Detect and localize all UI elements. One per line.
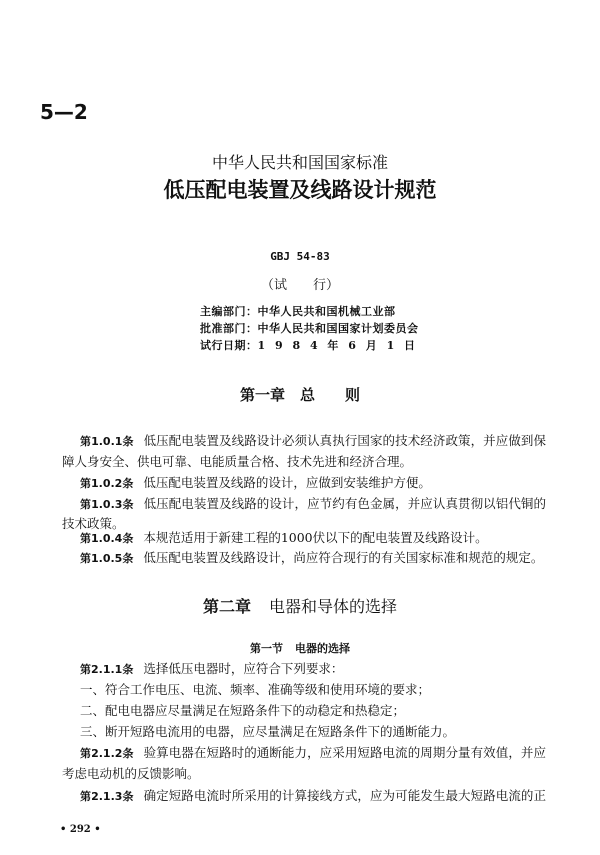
article-line	[62, 454, 546, 470]
section-title: 电器的选择	[295, 642, 350, 655]
page-number: • 292 •	[60, 824, 101, 835]
article-number: 第2.1.1条	[80, 663, 134, 676]
article-line	[80, 433, 546, 450]
info-label: 主编部门：	[200, 305, 258, 318]
document-title: 低压配电装置及线路设计规范	[163, 177, 437, 202]
article-text: 验算电器在短路时的通断能力，应采用短路电流的周期分量有效值，并应	[143, 745, 546, 760]
article-line	[62, 766, 546, 782]
info-value: 中华人民共和国机械工业部	[257, 305, 396, 318]
list-item	[80, 682, 546, 698]
article-text: 一、符合工作电压、电流、频率、准确等级和使用环境的要求；	[80, 682, 431, 697]
article-number: 第1.0.2条	[80, 477, 134, 490]
chapter-title: 电器和导体的选择	[269, 597, 398, 616]
section-number-label: 第一节	[250, 642, 283, 655]
info-label: 批准部门：	[200, 322, 258, 335]
article-line	[80, 661, 546, 678]
info-label: 试行日期：	[200, 339, 258, 352]
article-number: 第1.0.1条	[80, 435, 134, 448]
section-number: 5—2	[40, 100, 88, 124]
article-line	[80, 475, 546, 492]
article-line	[80, 530, 546, 547]
info-editor	[200, 303, 396, 319]
article-line	[80, 550, 546, 567]
article-text: 低压配电装置及线路设计，尚应符合现行的有关国家标准和规范的规定。	[143, 550, 544, 565]
article-text: 低压配电装置及线路的设计，应做到安装维护方便。	[143, 475, 431, 490]
article-line	[80, 788, 546, 805]
info-value: 1 9 8 4 年 6 月 1 日	[257, 339, 419, 352]
article-number: 第2.1.3条	[80, 790, 134, 803]
article-line	[80, 745, 546, 762]
article-number: 第2.1.2条	[80, 747, 134, 760]
chapter-number: 第二章	[202, 597, 251, 616]
section-1-heading	[0, 640, 600, 656]
article-text: 考虑电动机的反馈影响。	[62, 766, 200, 781]
article-number: 第1.0.4条	[80, 532, 134, 545]
standard-code: GBJ 54-83	[270, 250, 330, 263]
info-date	[200, 337, 418, 353]
trial-note: （试 行）	[260, 278, 339, 293]
article-text: 技术政策。	[62, 516, 125, 531]
article-text: 低压配电装置及线路设计必须认真执行国家的技术经济政策，并应做到保	[143, 433, 546, 448]
article-text: 选择低压电器时，应符合下列要求：	[143, 661, 344, 676]
article-number: 第1.0.5条	[80, 552, 134, 565]
article-text: 三、断开短路电流用的电器，应尽量满足在短路条件下的通断能力。	[80, 724, 456, 739]
chapter-1-heading: 第一章 总 则	[239, 386, 360, 404]
article-number: 第1.0.3条	[80, 498, 134, 511]
article-text: 障人身安全、供电可靠、电能质量合格、技术先进和经济合理。	[62, 454, 413, 469]
article-text: 二、配电电器应尽量满足在短路条件下的动稳定和热稳定；	[80, 703, 406, 718]
article-text: 低压配电装置及线路的设计，应节约有色金属，并应认真贯彻以铝代铜的	[143, 496, 546, 511]
list-item	[80, 703, 546, 719]
chapter-2-heading	[0, 594, 600, 617]
article-text: 确定短路电流时所采用的计算接线方式，应为可能发生最大短路电流的正	[143, 788, 546, 803]
info-approver	[200, 320, 419, 336]
info-value: 中华人民共和国国家计划委员会	[257, 322, 419, 335]
article-text: 本规范适用于新建工程的1000伏以下的配电装置及线路设计。	[143, 530, 488, 545]
standard-heading: 中华人民共和国国家标准	[211, 153, 388, 172]
list-item	[80, 724, 546, 740]
article-line	[80, 496, 546, 513]
